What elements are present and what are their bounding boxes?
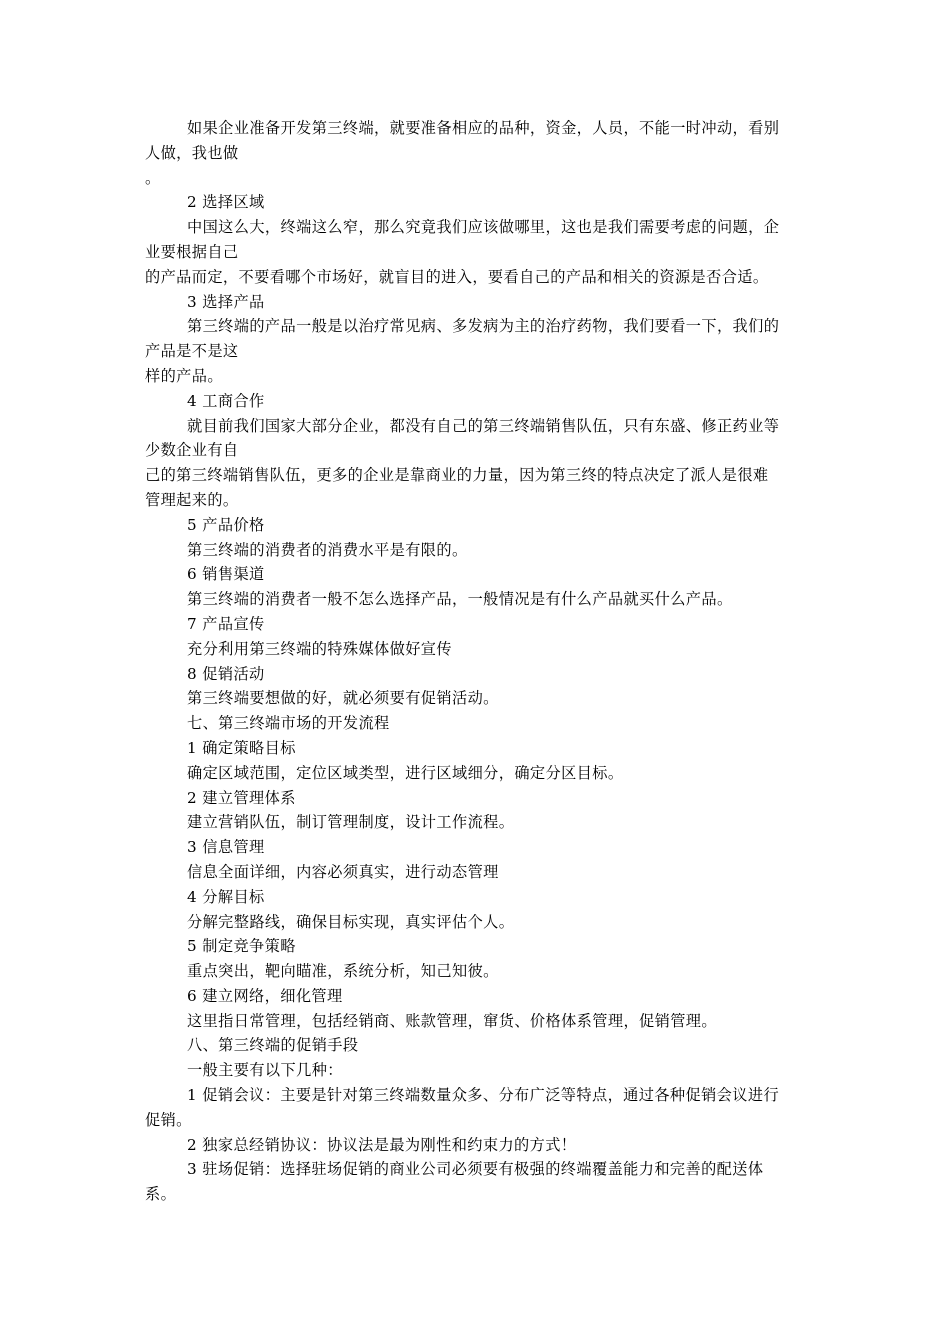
text-line: 第三终端的产品一般是以治疗常见病、多发病为主的治疗药物，我们要看一下，我们的 (187, 317, 780, 336)
text-line: 确定区域范围，定位区域类型，进行区域细分，确定分区目标。 (187, 763, 624, 782)
text-line: 产品是不是这 (145, 342, 239, 361)
text-line: 1 促销会议：主要是针对第三终端数量众多、分布广泛等特点，通过各种促销会议进行 (187, 1086, 780, 1105)
text-line: 2 选择区域 (187, 193, 265, 212)
text-line: 建立营销队伍，制订管理制度，设计工作流程。 (187, 813, 515, 832)
text-line: 2 独家总经销协议：协议法是最为刚性和约束力的方式！ (187, 1135, 577, 1154)
text-line: 4 分解目标 (187, 887, 265, 906)
text-line: 第三终端要想做的好，就必须要有促销活动。 (187, 689, 499, 708)
text-line: 八、第三终端的促销手段 (187, 1036, 359, 1055)
text-line: 4 工商合作 (187, 391, 265, 410)
text-line: 充分利用第三终端的特殊媒体做好宣传 (187, 639, 452, 658)
text-line: 3 信息管理 (187, 838, 265, 857)
text-line: 1 确定策略目标 (187, 738, 296, 757)
text-line: 少数企业有自 (145, 441, 239, 460)
text-line: 分解完整路线，确保目标实现，真实评估个人。 (187, 912, 515, 931)
text-line: 。 (145, 168, 161, 187)
text-line: 6 建立网络，细化管理 (187, 986, 343, 1005)
text-line: 己的第三终端销售队伍，更多的企业是靠商业的力量，因为第三终的特点决定了派人是很难 (145, 466, 769, 485)
text-line: 促销。 (145, 1110, 192, 1129)
text-line: 人做，我也做 (145, 143, 239, 162)
text-line: 一般主要有以下几种： (187, 1061, 343, 1080)
text-line: 系。 (145, 1185, 177, 1204)
text-line: 第三终端的消费者的消费水平是有限的。 (187, 540, 468, 559)
text-line: 信息全面详细，内容必须真实，进行动态管理 (187, 862, 499, 881)
text-line: 这里指日常管理，包括经销商、账款管理，窜货、价格体系管理，促销管理。 (187, 1011, 717, 1030)
document-body (145, 116, 821, 1207)
text-line: 的产品而定，不要看哪个市场好，就盲目的进入，要看自己的产品和相关的资源是否合适。 (145, 267, 769, 286)
text-line: 业要根据自己 (145, 242, 239, 261)
text-line: 就目前我们国家大部分企业，都没有自己的第三终端销售队伍，只有东盛、修正药业等 (187, 416, 780, 435)
text-line: 第三终端的消费者一般不怎么选择产品，一般情况是有什么产品就买什么产品。 (187, 590, 733, 609)
text-line: 8 促销活动 (187, 664, 265, 683)
text-line: 6 销售渠道 (187, 565, 265, 584)
text-line: 2 建立管理体系 (187, 788, 296, 807)
text-line: 样的产品。 (145, 366, 223, 385)
text-line: 3 驻场促销：选择驻场促销的商业公司必须要有极强的终端覆盖能力和完善的配送体 (187, 1160, 764, 1179)
text-line: 重点突出，靶向瞄准，系统分析，知己知彼。 (187, 962, 499, 981)
text-line: 7 产品宣传 (187, 614, 265, 633)
text-line: 中国这么大，终端这么窄，那么究竟我们应该做哪里，这也是我们需要考虑的问题，企 (187, 218, 780, 237)
text-line: 七、第三终端市场的开发流程 (187, 714, 390, 733)
text-line: 5 产品价格 (187, 515, 265, 534)
text-line: 5 制定竞争策略 (187, 937, 296, 956)
text-line: 如果企业准备开发第三终端，就要准备相应的品种，资金，人员，不能一时冲动，看别 (187, 119, 780, 137)
text-line: 管理起来的。 (145, 490, 239, 509)
text-line: 3 选择产品 (187, 292, 265, 311)
